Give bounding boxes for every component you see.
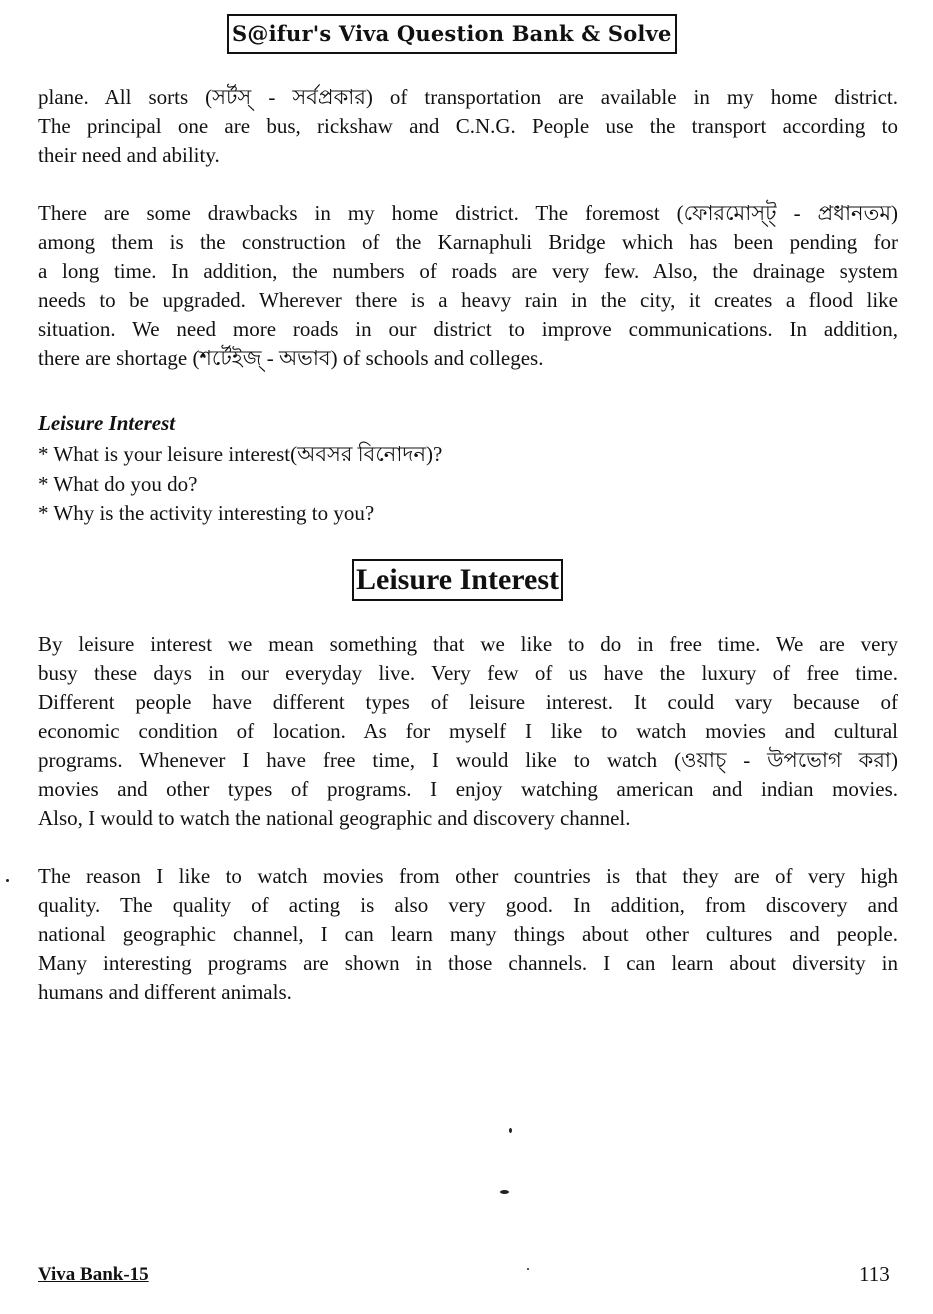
text-line: quality. The quality of acting is also very good. In addition, from discovery and [38, 893, 898, 917]
paragraph-drawbacks [38, 199, 898, 373]
text-line: situation. We need more roads in our district to improve communications. In addition, [38, 317, 898, 341]
text-line: among them is the construction of the Karnaphuli Bridge which has been pending for [38, 230, 898, 254]
text-line: busy these days in our everyday live. Very few of us have the luxury of free time. [38, 661, 898, 685]
text-line: Also, I would to watch the national geographic and discovery channel. [38, 806, 631, 830]
question-item: * What is your leisure interest(অবসর বিনোদন)? [38, 442, 443, 466]
text-line: there are shortage (শর্টেইজ্ - অভাব) of schools and colleges. [38, 346, 544, 370]
text-line: The reason I like to watch movies from other countries is that they are of very high [38, 864, 898, 888]
text-line: national geographic channel, I can learn many things about other cultures and people. [38, 922, 898, 946]
text-line: economic condition of location. As for myself I like to watch movies and cultural [38, 719, 898, 743]
text-line: humans and different animals. [38, 980, 292, 1004]
question-list [38, 440, 442, 529]
text-line: a long time. In addition, the numbers of roads are very few. Also, the drainage system [38, 259, 898, 283]
text-line: movies and other types of programs. I enjoy watching american and indian movies. [38, 777, 898, 801]
text-line: their need and ability. [38, 143, 220, 167]
text-line: Different people have different types of leisure interest. It could vary because of [38, 690, 898, 714]
scan-speck [6, 879, 9, 882]
text-line: Many interesting programs are shown in those channels. I can learn about diversity in [38, 951, 898, 975]
text-line: There are some drawbacks in my home district. The foremost (ফোরমোস্ট্ - প্রধানতম) [38, 201, 898, 225]
paragraph-leisure [38, 630, 898, 833]
scan-speck [527, 1268, 529, 1270]
text-line: plane. All sorts (সর্টস্ - সর্বপ্রকার) of transportation are available in my home district. [38, 85, 898, 109]
text-line: By leisure interest we mean something that we like to do in free time. We are very [38, 632, 898, 656]
scan-speck [509, 1128, 512, 1133]
text-line: programs. Whenever I have free time, I would like to watch (ওয়াচ্ - উপভোগ করা) [38, 748, 898, 772]
question-item: * Why is the activity interesting to you? [38, 501, 375, 525]
scan-speck [500, 1190, 509, 1194]
footer-label: Viva Bank-15 [38, 1264, 149, 1285]
page-header-title: S@ifur's Viva Question Bank & Solve [227, 14, 677, 54]
text-line: needs to be upgraded. Wherever there is a heavy rain in the city, it creates a flood like [38, 288, 898, 312]
questions-heading: Leisure Interest [38, 411, 176, 435]
paragraph-transportation [38, 83, 898, 170]
question-item: * What do you do? [38, 471, 198, 496]
page-number: 113 [859, 1262, 890, 1286]
paragraph-reason [38, 862, 898, 1007]
section-title: Leisure Interest [352, 559, 563, 601]
text-line: The principal one are bus, rickshaw and C.N.G. People use the transport according to [38, 114, 898, 138]
